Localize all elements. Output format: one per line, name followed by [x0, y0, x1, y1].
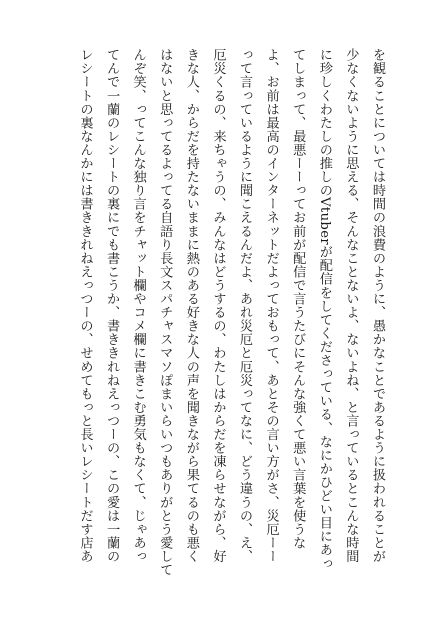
text-line-6: って言っているように聞こえるんだよ、あれ災厄と厄災ってなに、どう違うの、え、 [237, 48, 253, 563]
text-line-12: レシートの裏なんかには書ききれねえっつーの、せめてもっと長いレシートだす店あ [77, 48, 93, 563]
text-line-7: 厄災くるの、来ちゃうの、みんなはどうするの、わたしはからだを凍らせながら、好 [210, 48, 226, 563]
text-line-1: を観ることについては時間の浪費のように、愚かなことであるように扱われることが [370, 48, 385, 563]
text-line-4: てしまって、最悪ーーってお前が配信で言うたびにそんな強くて悪い言葉を使うな [290, 48, 306, 550]
text-line-2: 少なくないように思える、そんなことないよ、ないよね、と言っているとこんな時間 [343, 48, 359, 563]
text-line-10: んぞ笑、ってこんな独り言をチャット欄やコメ欄に書きこむ勇気もなくて、じゃあっ [130, 48, 146, 563]
text-line-8: きな人、からだを持たないままに熱のある好きな人の声を聞きながら果てるのも悪く [183, 48, 199, 563]
text-line-9: はないと思ってるよってる自語り長文スパチャスマソぽまいらいつもありがとう愛して [157, 48, 173, 577]
body-text [71, 48, 390, 578]
text-line-11: てんで一蘭のレシートの裏にでも書こうか、書ききれねえっつーの、この愛は一蘭の [104, 48, 120, 563]
text-line-3: に珍しくわたしの推しのVtuberが配信をしてくださっている、なにかひどい目にあっ [316, 48, 332, 571]
text-line-5: よ、お前は最高のインターネットだよっておもって、あとその言い方がさ、災厄ーー [263, 48, 279, 563]
